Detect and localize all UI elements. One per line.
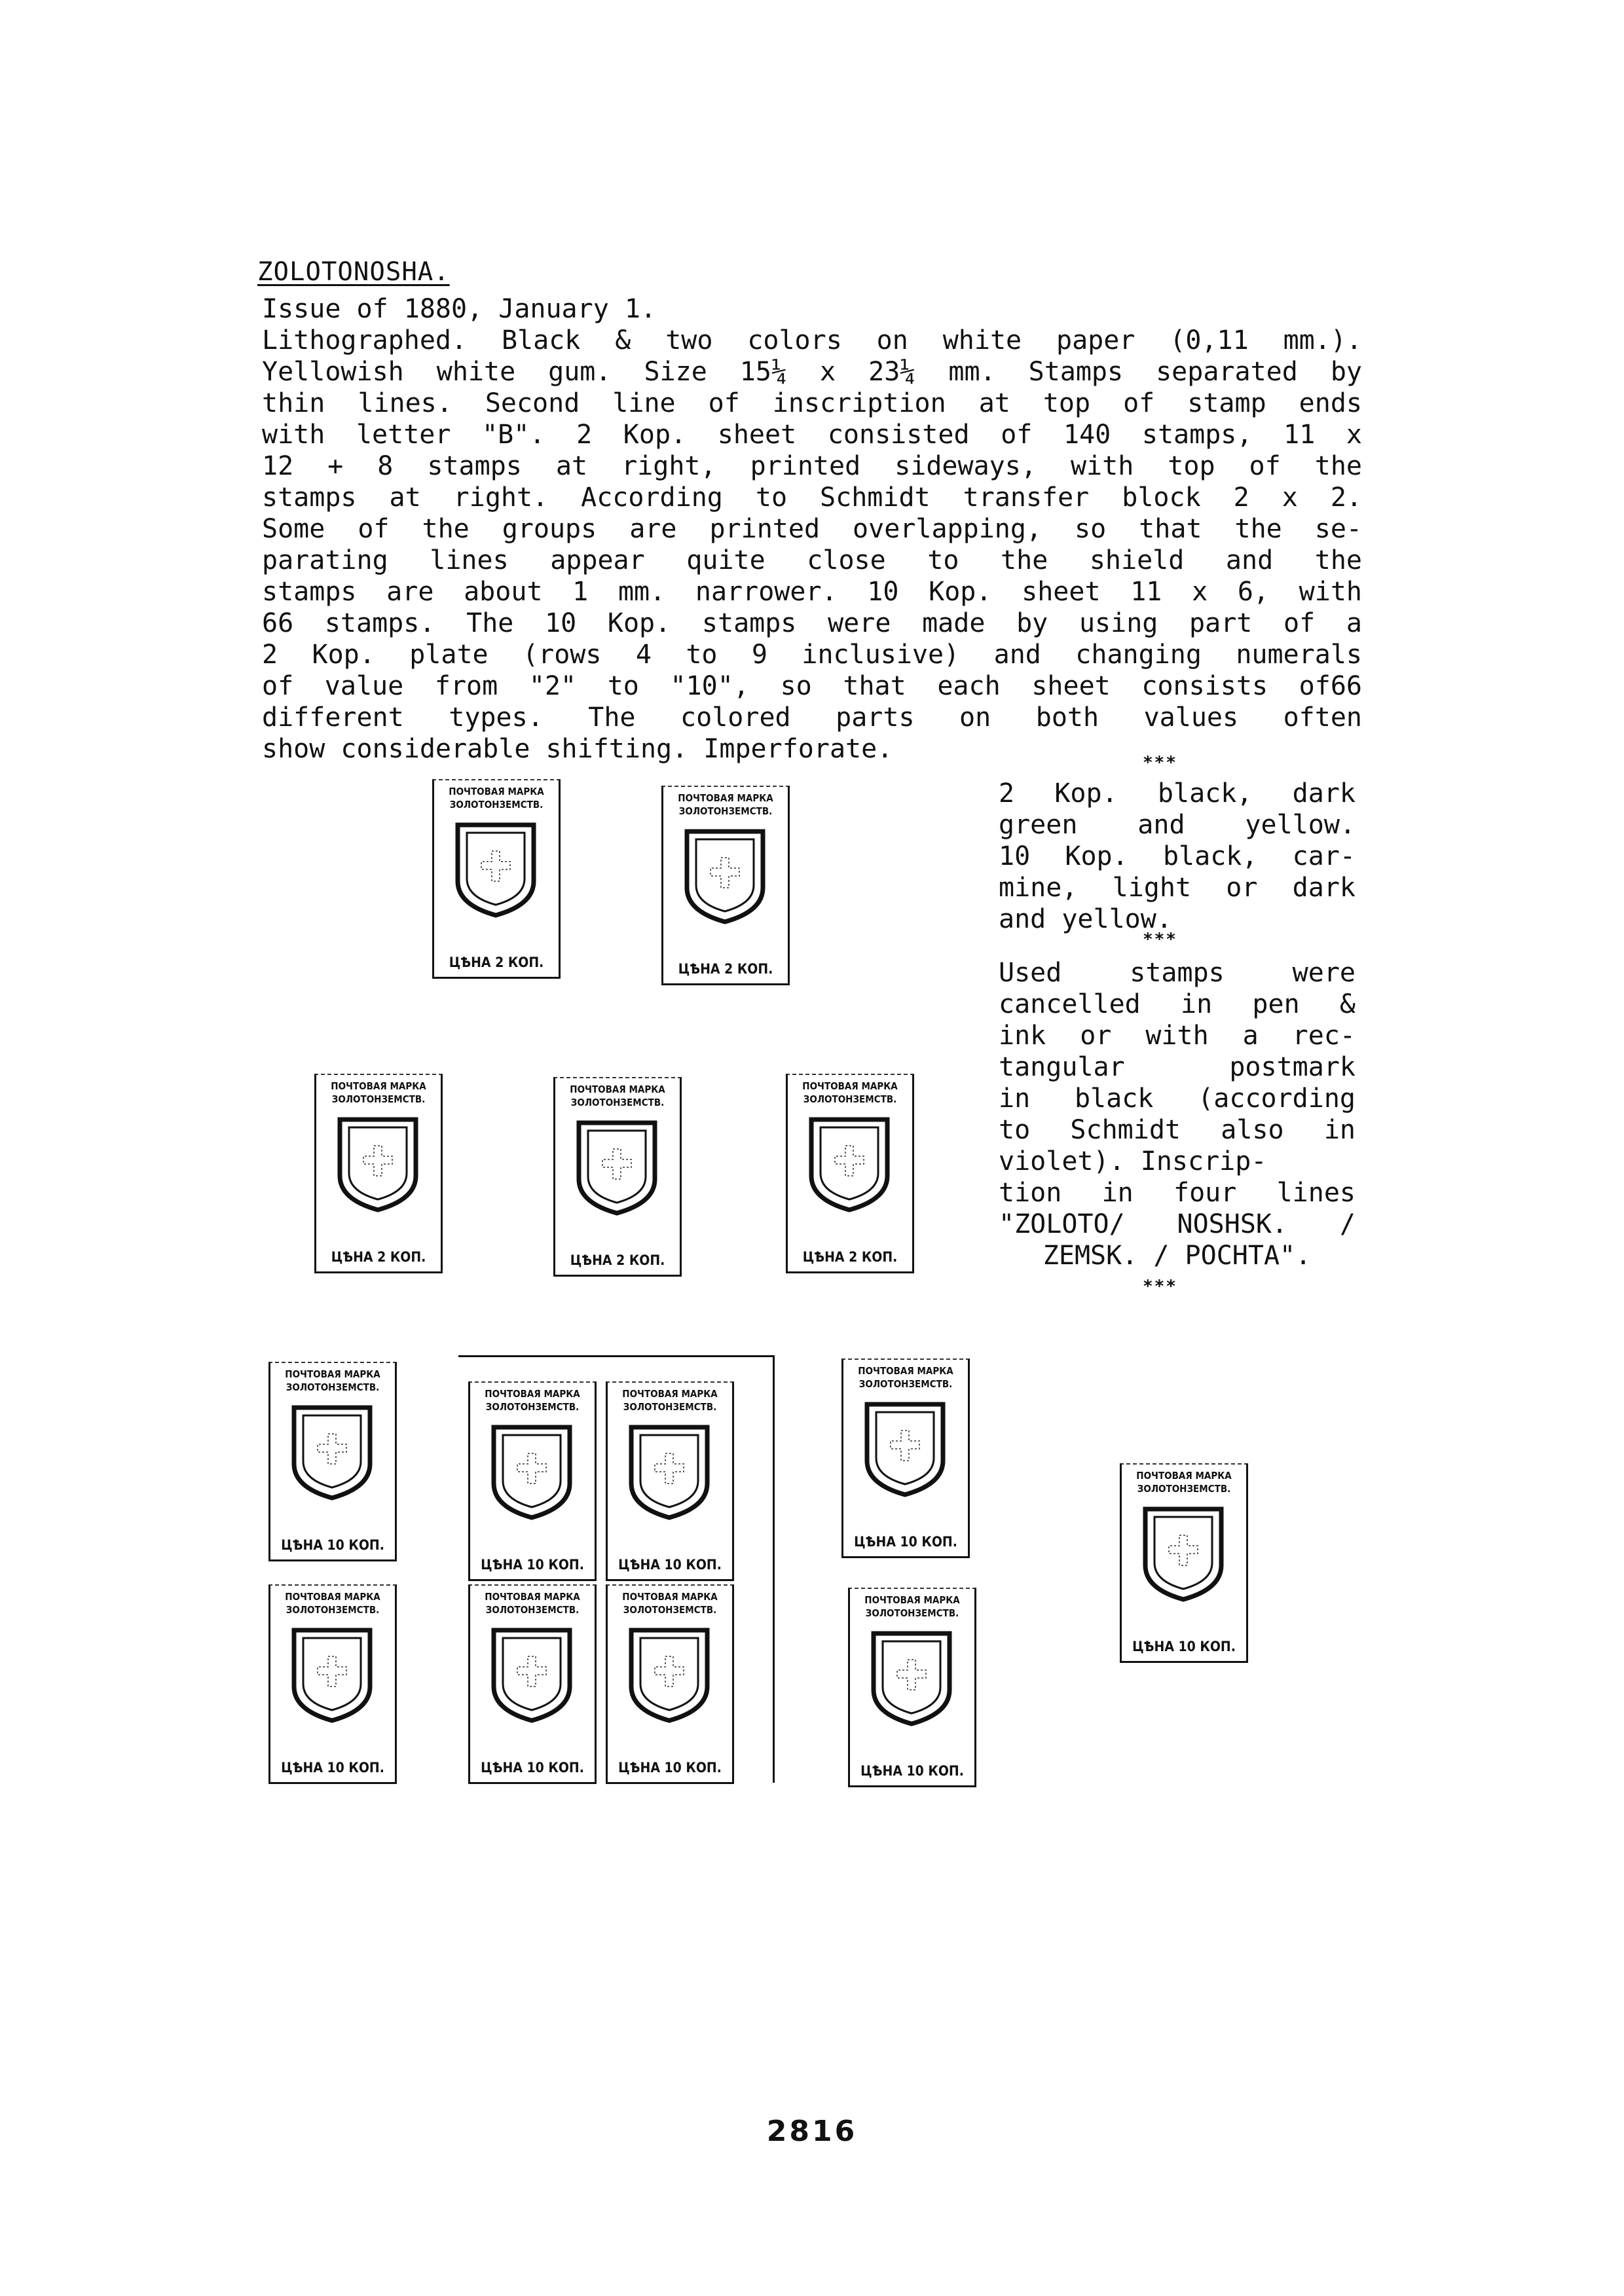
shield-icon [336,1116,420,1214]
stamp-inscription-district: ЗОЛОТОНЗЕМСТВ. [286,1604,380,1616]
text-line: to Schmidt also in [999,1115,1356,1145]
stamp-inscription-top: ПОЧТОВАЯ МАРКА [285,1591,380,1603]
section-separator: *** [1143,753,1177,773]
stamp-inscription-top: ПОЧТОВАЯ МАРКА [485,1388,580,1400]
stamp-inscription-district: ЗОЛОТОНЗЕМСТВ. [449,799,544,811]
text-line: 10 Kop. black, car- [999,841,1356,871]
stamp-inscription-top: ПОЧТОВАЯ МАРКА [1136,1470,1232,1482]
stamp-image [661,786,790,985]
stamp-value: ЦѢНА 10 КОП. [281,1760,384,1776]
stamp-inscription-top: ПОЧТОВАЯ МАРКА [449,786,544,797]
page-number: 2816 [766,2115,858,2148]
stamp-inscription-top: ПОЧТОВАЯ МАРКА [285,1368,380,1380]
stamp-value: ЦѢНА 10 КОП. [481,1760,584,1776]
text-line: stamps at right. According to Schmidt transfer block 2 x 2. [262,483,1362,513]
shield-icon [290,1626,374,1724]
stamp-inscription-top: ПОЧТОВАЯ МАРКА [570,1084,665,1095]
shield-icon [454,821,538,919]
stamp-inscription-top: ПОЧТОВАЯ МАРКА [858,1365,953,1377]
stamp-value: ЦѢНА 2 КОП. [802,1249,898,1265]
stamp-image [314,1074,443,1273]
stamp-inscription-district: ЗОЛОТОНЗЕМСТВ. [286,1381,380,1393]
stamp-inscription-district: ЗОЛОТОНЗЕМСТВ. [623,1604,717,1616]
shield-icon [683,828,767,926]
stamp-inscription-district: ЗОЛОТОНЗЕМСТВ. [623,1401,717,1413]
stamp-value: ЦѢНА 10 КОП. [618,1557,722,1573]
text-line: ZEMSK. / POCHTA". [1043,1241,1312,1271]
shield-icon [807,1116,891,1214]
stamp-value: ЦѢНА 2 КОП. [570,1252,665,1268]
text-line: of value from "2" to "10", so that each sheet consists of66 [262,671,1362,701]
stamp-image [268,1584,397,1784]
text-line: thin lines. Second line of inscription at top of stamp ends [262,388,1362,418]
stamp-image [268,1362,397,1561]
text-line: Yellowish white gum. Size 15¼ x 23¼ mm. Stamps separated by [262,357,1362,387]
stamp-value: ЦѢНА 10 КОП. [1132,1639,1236,1654]
stamp-inscription-top: ПОЧТОВАЯ МАРКА [622,1591,718,1603]
shield-icon [863,1400,947,1499]
stamp-value: ЦѢНА 2 КОП. [449,955,544,970]
text-line: stamps are about 1 mm. narrower. 10 Kop. sheet 11 x 6, with [262,577,1362,607]
text-line: different types. The colored parts on both values often [262,702,1362,733]
text-line: "ZOLOTO/ NOSHSK. / [999,1209,1356,1239]
stamp-inscription-district: ЗОЛОТОНЗЕМСТВ. [485,1401,580,1413]
text-line: tion in four lines [999,1178,1356,1208]
stamp-inscription-top: ПОЧТОВАЯ МАРКА [622,1388,718,1400]
stamp-inscription-district: ЗОЛОТОНЗЕМСТВ. [865,1607,959,1619]
text-line: parating lines appear quite close to the shield and the [262,545,1362,575]
stamp-inscription-district: ЗОЛОТОНЗЕМСТВ. [858,1378,953,1390]
stamp-value: ЦѢНА 10 КОП. [281,1537,384,1553]
text-line: with letter "B". 2 Kop. sheet consisted of 140 stamps, 11 x [262,420,1362,450]
stamp-inscription-top: ПОЧТОВАЯ МАРКА [802,1080,898,1092]
stamp-value: ЦѢНА 10 КОП. [860,1763,964,1779]
text-line: Lithographed. Black & two colors on white paper (0,11 mm.). [262,325,1362,355]
text-line: Used stamps were [999,958,1356,988]
block-frame [458,1355,775,1783]
issue-line [262,293,1362,325]
section-separator: *** [1143,1277,1177,1296]
text-line: mine, light or dark [999,873,1356,903]
text-line: green and yellow. [999,810,1356,840]
stamp-inscription-district: ЗОЛОТОНЗЕМСТВ. [485,1604,580,1616]
stamp-value: ЦѢНА 2 КОП. [678,961,773,977]
stamp-value: ЦѢНА 10 КОП. [854,1534,957,1550]
stamp-image [1120,1463,1248,1663]
stamp-inscription-district: ЗОЛОТОНЗЕМСТВ. [1137,1483,1231,1495]
stamp-image [848,1588,976,1787]
shield-icon [290,1404,374,1502]
shield-icon [1141,1505,1225,1603]
stamp-inscription-top: ПОЧТОВАЯ МАРКА [485,1591,580,1603]
stamp-image [432,779,561,979]
text-line: in black (according [999,1084,1356,1114]
issue-text: Issue of 1880, January 1. [262,294,657,324]
text-line: 2 Kop. plate (rows 4 to 9 inclusive) and changing numerals [262,640,1362,670]
text-line: 2 Kop. black, dark [999,778,1356,809]
cancellation-note [999,957,1356,1271]
stamp-image [786,1074,914,1273]
text-line: and yellow. [999,904,1172,934]
section-separator: *** [1143,930,1177,949]
text-line: 12 + 8 stamps at right, printed sideways, with top of the [262,451,1362,481]
stamp-value: ЦѢНА 2 КОП. [331,1249,426,1265]
stamp-inscription-district: ЗОЛОТОНЗЕМСТВ. [678,805,773,817]
stamp-image [553,1077,682,1277]
stamp-inscription-district: ЗОЛОТОНЗЕМСТВ. [331,1093,426,1105]
text-line: Some of the groups are printed overlapping, so that the se- [262,514,1362,544]
description-paragraph [262,325,1362,765]
text-line: 66 stamps. The 10 Kop. stamps were made by using part of a [262,608,1362,638]
shield-icon [870,1630,953,1728]
text-line: cancelled in pen & [999,989,1356,1019]
text-line: violet). Inscrip- [999,1146,1267,1176]
stamp-inscription-top: ПОЧТОВАЯ МАРКА [331,1080,426,1092]
stamp-inscription-top: ПОЧТОВАЯ МАРКА [864,1594,960,1606]
stamp-value: ЦѢНА 10 КОП. [481,1557,584,1573]
text-line: tangular postmark [999,1052,1356,1082]
stamp-image [841,1358,970,1558]
colors-note [999,778,1356,935]
stamp-inscription-district: ЗОЛОТОНЗЕМСТВ. [570,1097,665,1108]
stamp-value: ЦѢНА 10 КОП. [618,1760,722,1776]
stamp-inscription-top: ПОЧТОВАЯ МАРКА [678,792,773,804]
stamp-inscription-district: ЗОЛОТОНЗЕМСТВ. [803,1093,897,1105]
text-line: show considerable shifting. Imperforate. [262,734,893,764]
shield-icon [575,1119,659,1217]
text-line: ink or with a rec- [999,1021,1356,1051]
page-title: ZOLOTONOSHA. [257,257,450,287]
